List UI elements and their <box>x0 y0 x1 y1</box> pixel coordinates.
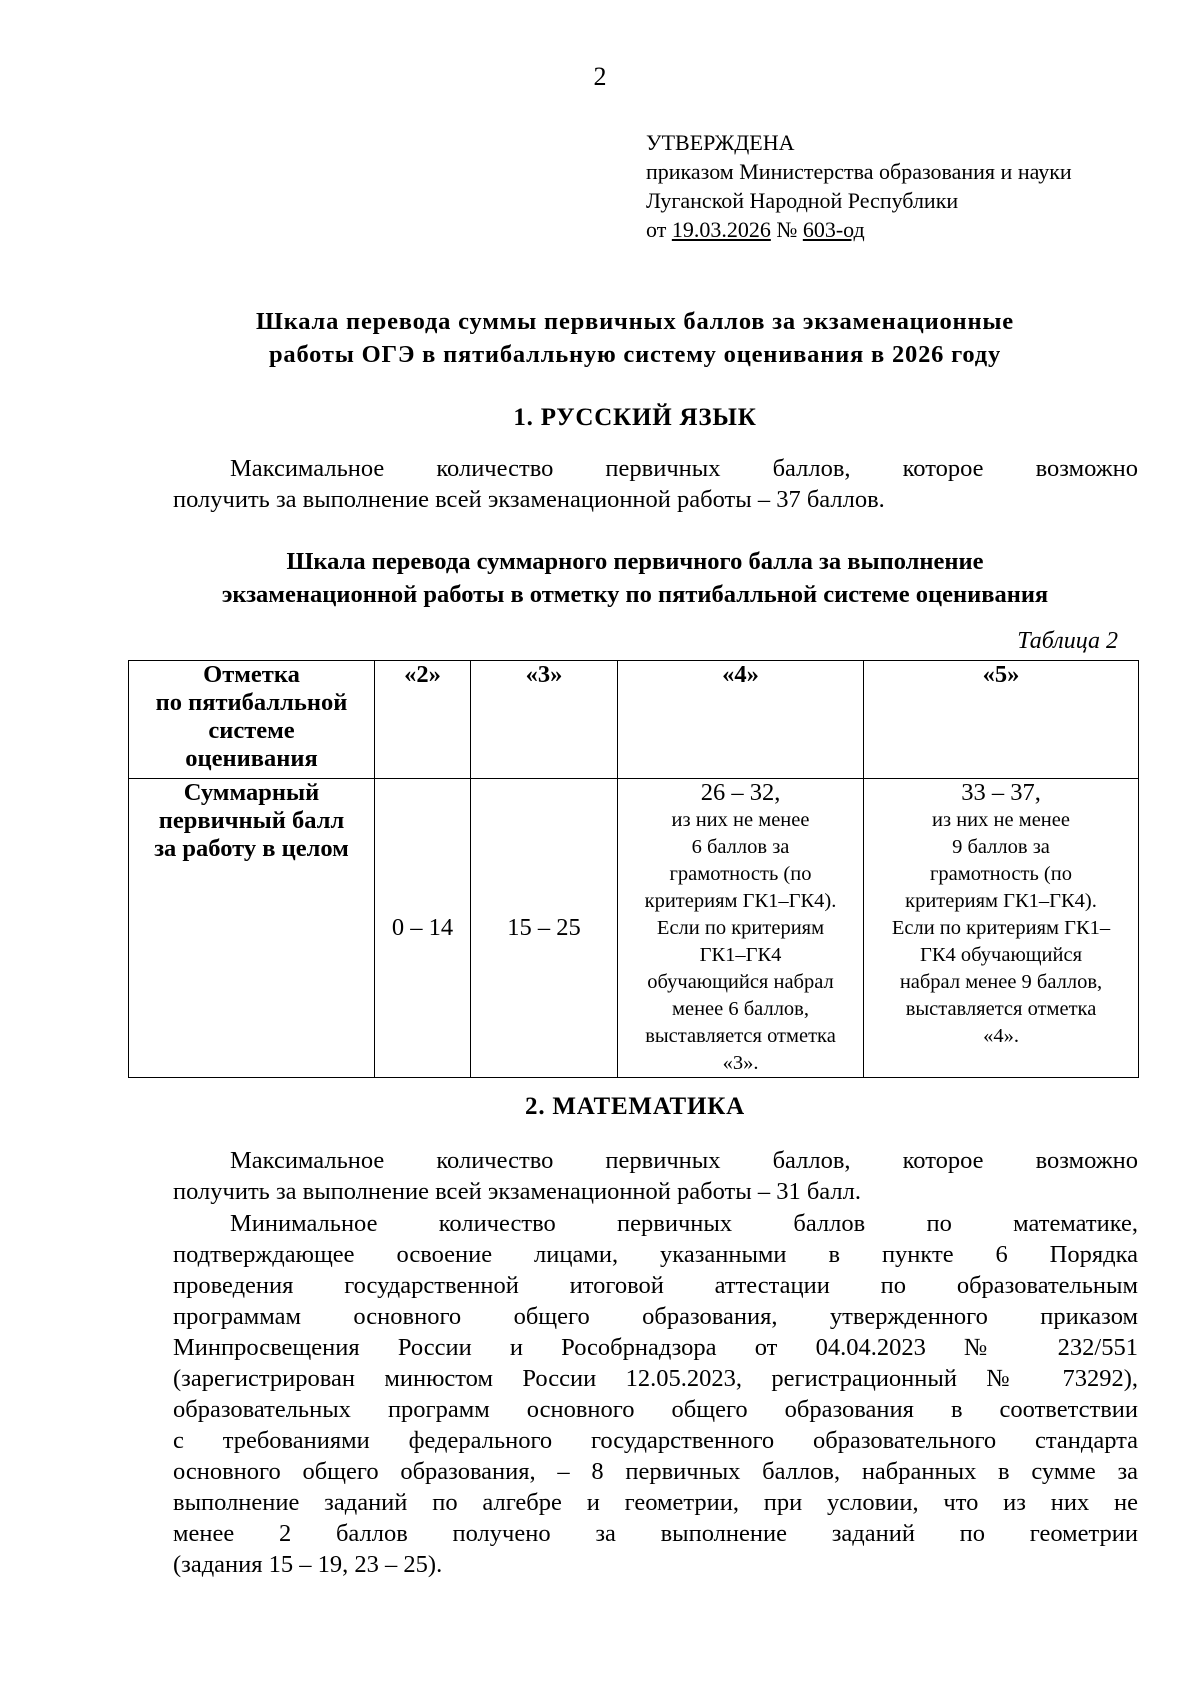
header-label-cell: Отметка по пятибалльной системе оценивания <box>129 661 375 779</box>
paragraph-math-max-score: Максимальное количество первичных баллов, которое возможно получить за выполнение всей экзаменационной работы – 31 балл. <box>173 1147 1138 1205</box>
table-row <box>129 779 1139 1078</box>
approval-stamp <box>646 128 1072 244</box>
grade-5-cell: 33 – 37, из них не менее 9 баллов за грамотность (по критериям ГК1–ГК4). Если по критериям ГК1– ГК4 обучающийся набрал менее 9 баллов, выставляется отметка «4». <box>864 779 1139 1078</box>
grade-4-range: 26 – 32, <box>700 779 781 806</box>
page-number: 2 <box>593 62 607 91</box>
header-grade-2: «2» <box>375 661 471 779</box>
paragraph-math-min-score: Минимальное количество первичных баллов по математике, подтверждающее освоение лицами, указанными в пункте 6 Порядка проведения государственной итоговой аттестации по образовательным программам основного общего образования, утвержденного приказом Минпросвещения России и Рособрнадзора от 04.04.2023 № 232/551 (зарегистрирован минюстом России 12.05.2023, регистрационный № 73292), образовательных программ основного общего образования в соответствии с требованиями федерального государственного образовательного стандарта основного общего образования, – 8 первичных баллов, набранных в сумме за выполнение заданий по алгебре и геометрии, при условии, что из них не менее 2 баллов получено за выполнение заданий по геометрии (задания 15 – 19, 23 – 25). <box>173 1210 1138 1578</box>
approval-line: приказом Министерства образования и науки <box>646 159 1072 184</box>
approval-title: УТВЕРЖДЕНА <box>646 130 795 155</box>
approval-line: Луганской Народной Республики <box>646 188 959 213</box>
header-grade-3: «3» <box>471 661 618 779</box>
grade-5-range: 33 – 37, <box>961 779 1041 806</box>
grade-3-range: 15 – 25 <box>471 779 618 1078</box>
approval-date-line: от 19.03.2026 № 603-од <box>646 217 865 242</box>
section-heading-math: 2. МАТЕМАТИКА <box>525 1093 745 1120</box>
paragraph-russian-max-score: Максимальное количество первичных баллов, которое возможно получить за выполнение всей экзаменационной работы – 37 баллов. <box>173 455 1138 513</box>
table-header-row <box>129 661 1139 779</box>
header-grade-4: «4» <box>618 661 864 779</box>
section-heading-russian: 1. РУССКИЙ ЯЗЫК <box>513 404 757 431</box>
grade-4-cell: 26 – 32, из них не менее 6 баллов за грамотность (по критериям ГК1–ГК4). Если по критериям ГК1–ГК4 обучающийся набрал менее 6 баллов, выставляется отметка «3». <box>618 779 864 1078</box>
header-grade-5: «5» <box>864 661 1139 779</box>
row-label-cell: Суммарный первичный балл за работу в целом <box>129 779 375 1078</box>
grade-conversion-table <box>128 660 1139 1078</box>
table-caption: Таблица 2 <box>1017 628 1118 654</box>
document-title: Шкала перевода суммы первичных баллов за экзаменационные работы ОГЭ в пятибалльную систему оценивания в 2026 году <box>256 308 1014 368</box>
scale-title: Шкала перевода суммарного первичного балла за выполнение экзаменационной работы в отметку по пятибалльной системе оценивания <box>221 548 1049 608</box>
approval-date: 19.03.2026 <box>671 217 771 242</box>
grade-2-range: 0 – 14 <box>375 779 471 1078</box>
approval-order-number: 603-од <box>802 217 865 242</box>
